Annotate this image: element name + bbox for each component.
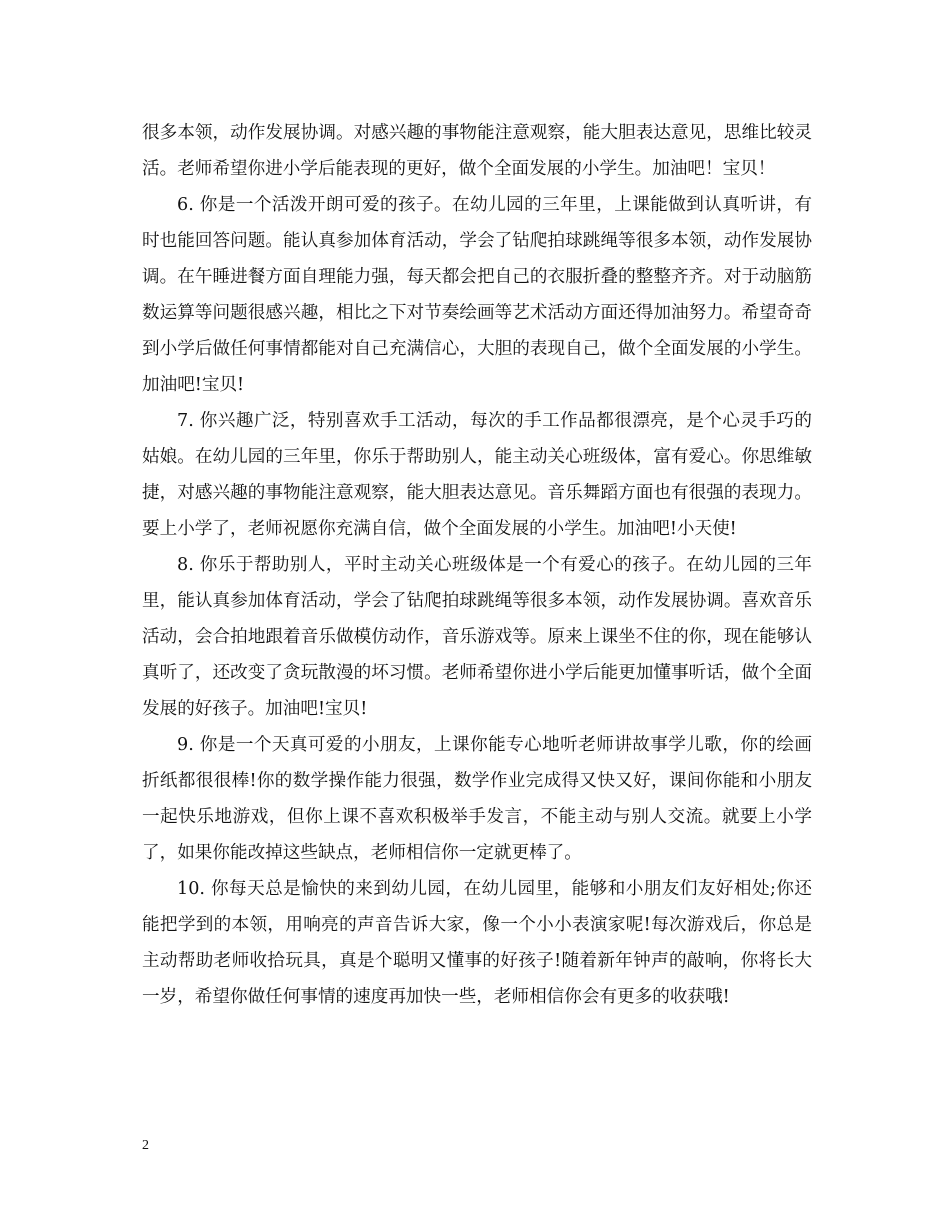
paragraph-5-continued: 很多本领，动作发展协调。对感兴趣的事物能注意观察，能大胆表达意见，思维比较灵活。老师希望你进小学后能表现的更好，做个全面发展的小学生。加油吧！宝贝！ [142,123,812,179]
paragraph-8: 8. 你乐于帮助别人，平时主动关心班级体是一个有爱心的孩子。在幼儿园的三年里，能认真参加体育活动，学会了钻爬拍球跳绳等很多本领，动作发展协调。喜欢音乐活动，会合拍地跟着音乐做模仿动作，音乐游戏等。原来上课坐不住的你，现在能够认真听了，还改变了贪玩散漫的坏习惯。老师希望你进小学后能更加懂事听话，做个全面发展的好孩子。加油吧!宝贝! [142,555,812,719]
paragraph-10: 10. 你每天总是愉快的来到幼儿园，在幼儿园里，能够和小朋友们友好相处;你还能把学到的本领，用响亮的声音告诉大家，像一个小小表演家呢!每次游戏后，你总是主动帮助老师收拾玩具，真是个聪明又懂事的好孩子!随着新年钟声的敲响，你将长大一岁，希望你做任何事情的速度再加快一些，老师相信你会有更多的收获哦! [142,879,812,1007]
paragraph-7: 7. 你兴趣广泛，特别喜欢手工活动，每次的手工作品都很漂亮，是个心灵手巧的姑娘。在幼儿园的三年里，你乐于帮助别人，能主动关心班级体，富有爱心。你思维敏捷，对感兴趣的事物能注意观察，能大胆表达意见。音乐舞蹈方面也有很强的表现力。要上小学了，老师祝愿你充满自信，做个全面发展的小学生。加油吧!小天使! [142,411,812,539]
page-number: 2 [142,1138,149,1153]
paragraph-6: 6. 你是一个活泼开朗可爱的孩子。在幼儿园的三年里，上课能做到认真听讲，有时也能回答问题。能认真参加体育活动，学会了钻爬拍球跳绳等很多本领，动作发展协调。在午睡进餐方面自理能力强，每天都会把自己的衣服折叠的整整齐齐。对于动脑筋数运算等问题很感兴趣，相比之下对节奏绘画等艺术活动方面还得加油努力。希望奇奇到小学后做任何事情都能对自己充满信心，大胆的表现自己，做个全面发展的小学生。加油吧!宝贝! [142,195,812,395]
document-body [142,115,812,1015]
paragraph-9: 9. 你是一个天真可爱的小朋友，上课你能专心地听老师讲故事学儿歌，你的绘画折纸都很很棒!你的数学操作能力很强，数学作业完成得又快又好，课间你能和小朋友一起快乐地游戏，但你上课不喜欢积极举手发言，不能主动与别人交流。就要上小学了，如果你能改掉这些缺点，老师相信你一定就更棒了。 [142,735,812,863]
